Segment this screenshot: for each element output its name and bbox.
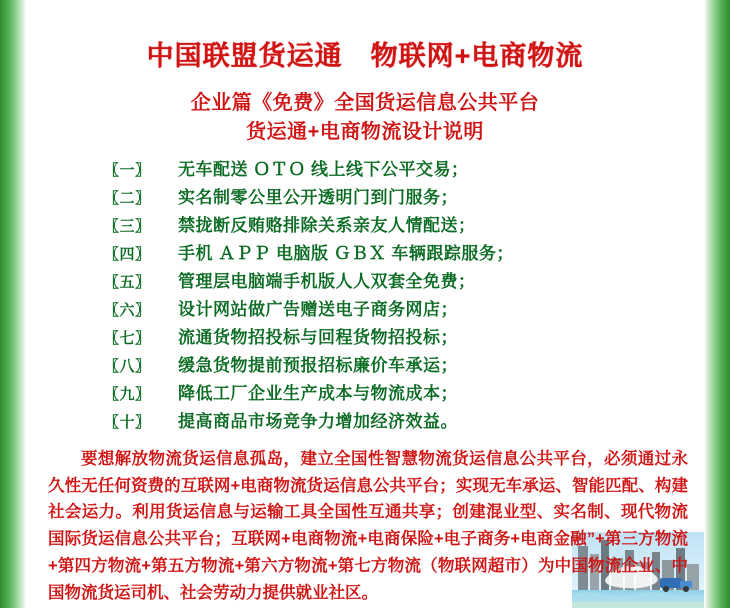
list-item-number: 〖一〗 <box>104 162 151 179</box>
list-item-label: 流通货物招投标与回程货物招投标； <box>178 328 458 347</box>
left-green-border <box>0 0 26 608</box>
list-item <box>104 189 664 206</box>
list-item-label: 提高商品市场竞争力增加经济效益。 <box>178 412 458 431</box>
list-item-label: 缓急货物提前预报招标廉价车承运； <box>178 356 458 375</box>
list-item-number: 〖四〗 <box>104 246 151 263</box>
list-item-number: 〖八〗 <box>104 358 151 375</box>
list-item-label: 禁拢断反贿赂排除关系亲友人情配送； <box>178 216 476 235</box>
list-item-number: 〖七〗 <box>104 330 151 347</box>
list-item <box>104 245 664 262</box>
list-item <box>104 413 664 430</box>
list-item <box>104 385 664 402</box>
list-item-number: 〖三〗 <box>104 218 151 235</box>
feature-list <box>26 161 704 430</box>
body-paragraph: 要想解放物流货运信息孤岛，建立全国性智慧物流货运信息公共平台，必须通过永久性无任何资费的互联网+电商物流货运信息公共平台；实现无车承运、智能匹配、构建社会运力。利用货运信息与运输工具全国性互通共享；创建混业型、实名制、现代物流国际货运信息公共平台；互联网+电商物流+电商保险+电子商务+电商金融”+第三方物流+第四方物流+第五方物流+第六方物流+第七方物流（物联网超市）为中国物流企业、中国物流货运司机、社会劳动力提供就业社区。 <box>48 450 688 602</box>
list-item <box>104 329 664 346</box>
list-item-number: 〖五〗 <box>104 274 151 291</box>
list-item <box>104 273 664 290</box>
list-item-number: 〖九〗 <box>104 386 151 403</box>
subtitle-line-1: 企业篇《免费》全国货运信息公共平台 <box>190 92 540 114</box>
list-item-number: 〖二〗 <box>104 190 151 207</box>
list-item-label: 管理层电脑端手机版人人双套全免费； <box>178 272 476 291</box>
list-item-number: 〖十〗 <box>104 414 151 431</box>
right-green-border <box>704 0 730 608</box>
list-item <box>104 161 664 178</box>
list-item-label: 实名制零公里公开透明门到门服务； <box>178 188 458 207</box>
list-item-label: 设计网站做广告赠送电子商务网店； <box>178 300 458 319</box>
subtitle-line-2: 货运通+电商物流设计说明 <box>246 121 484 143</box>
page-subtitle <box>26 89 704 147</box>
list-item-number: 〖六〗 <box>104 302 151 319</box>
page-title: 中国联盟货运通 物联网+电商物流 <box>146 41 584 71</box>
document-content <box>26 0 704 608</box>
list-item-label: 手机 ＡＰＰ 电脑版 ＧＢＸ 车辆跟踪服务； <box>178 244 514 263</box>
list-item-label: 降低工厂企业生产成本与物流成本； <box>178 384 458 403</box>
list-item <box>104 217 664 234</box>
list-item <box>104 357 664 374</box>
list-item <box>104 301 664 318</box>
list-item-label: 无车配送 ＯＴＯ 线上线下公平交易； <box>178 160 469 179</box>
